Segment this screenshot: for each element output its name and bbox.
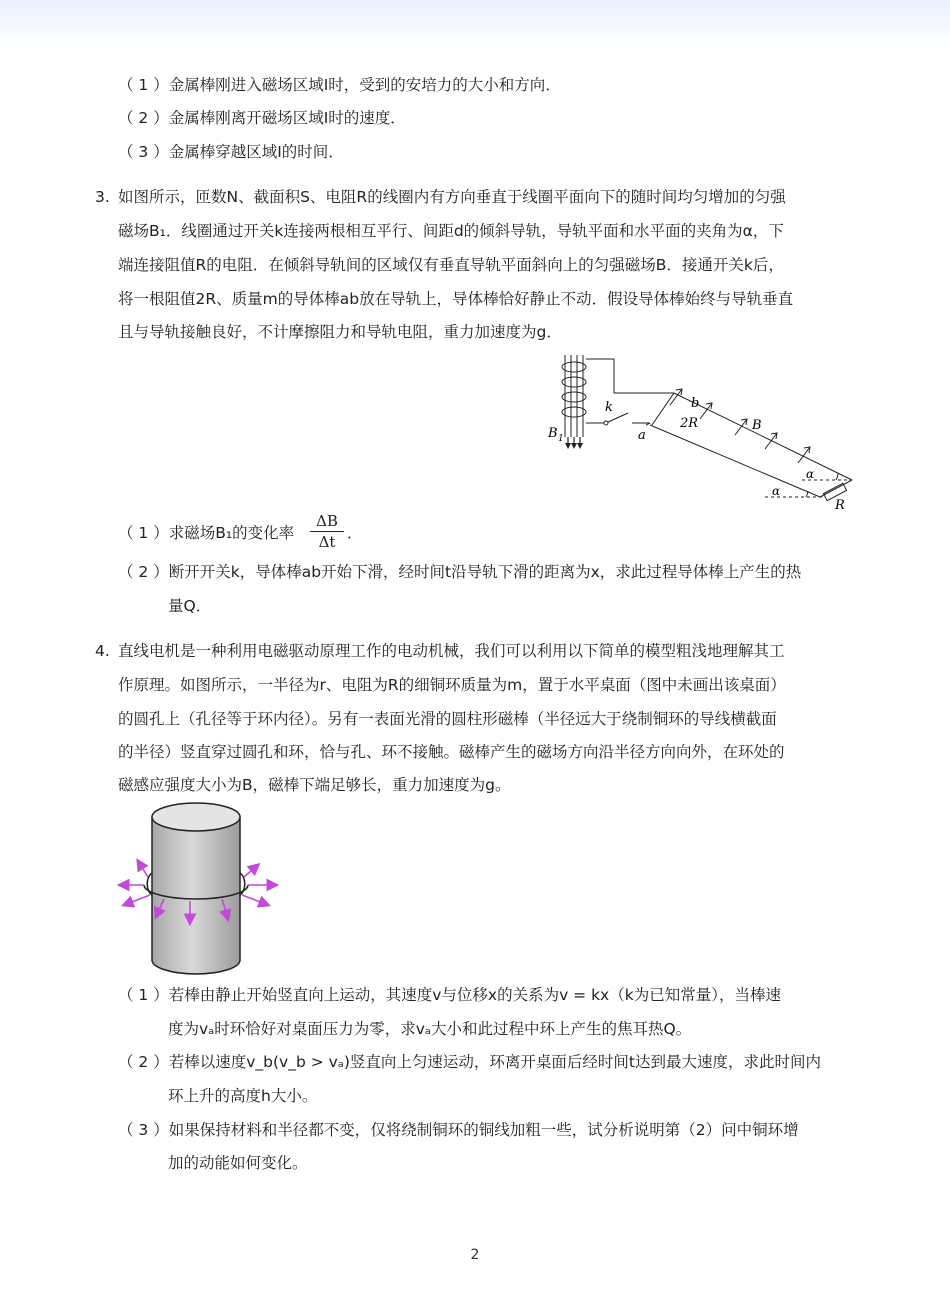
- q3-sub1-fraction: [310, 511, 344, 552]
- page-number: 2: [470, 1247, 480, 1263]
- q3-line-1: 如图所示，匝数N、截面积S、电阻R的线圈内有方向垂直于线圈平面向下的随时间均匀增加的匀强: [118, 188, 786, 206]
- q3-rail-figure: [540, 345, 870, 517]
- q4-line-3: 的圆孔上（孔径等于环内径）。另有一表面光滑的圆柱形磁棒（半径远大于绕制铜环的导线横截面: [118, 710, 777, 728]
- q3-subquestion-1: [118, 523, 294, 543]
- q4-subquestion-1-line-1: （ 1 ）若棒由静止开始竖直向上运动，其速度v与位移x的关系为v = kx（k为已知常量），当棒速: [118, 986, 781, 1004]
- header-band: [0, 0, 950, 48]
- q3-number: 3.: [95, 188, 110, 206]
- q3-fig-label-b1: B: [548, 426, 558, 441]
- q3-sub1-fraction-num: ΔB: [310, 511, 344, 532]
- q3-subquestion-2-line-2: 量Q．: [168, 597, 212, 615]
- q3-sub1-prefix: （ 1 ）求磁场B₁的变化率: [118, 524, 295, 542]
- q3-fig-label-alpha-bottom: α: [772, 484, 781, 498]
- q4-line-4: 的半径）竖直穿过圆孔和环，恰与孔、环不接触。磁棒产生的磁场方向沿半径方向向外，在环处的: [118, 743, 785, 761]
- q4-subquestion-3-line-2: 加的动能如何变化。: [168, 1154, 308, 1172]
- q4-number: 4.: [95, 642, 110, 660]
- prev-subquestion-2: （ 2 ）金属棒刚离开磁场区域Ⅰ时的速度．: [118, 109, 406, 127]
- q3-sub1-fraction-den: Δt: [318, 533, 336, 551]
- q3-fig-label-a: a: [638, 428, 646, 443]
- q4-magnet-figure: [110, 795, 290, 980]
- q3-line-4: 将一根阻值2R、质量m的导体棒ab放在导轨上，导体棒恰好静止不动．假设导体棒始终与导轨垂直: [118, 290, 794, 308]
- q3-fig-label-field-b: B: [752, 418, 762, 433]
- q3-line-2: 磁场B₁．线圈通过开关k连接两根相互平行、间距d的倾斜导轨，导轨平面和水平面的夹角为α，下: [118, 222, 784, 240]
- q3-fig-label-alpha-top: α: [806, 467, 815, 481]
- q3-fig-label-k: k: [605, 400, 613, 415]
- q3-line-3: 端连接阻值R的电阻．在倾斜导轨间的区域仅有垂直导轨平面斜向上的匀强磁场B．接通开关k后，: [118, 256, 784, 274]
- q4-subquestion-2-line-1: （ 2 ）若棒以速度v_b(v_b > vₐ)竖直向上匀速运动，环离开桌面后经时间t达到最大速度，求此时间内: [118, 1053, 821, 1071]
- q3-fig-label-b: b: [691, 396, 700, 411]
- prev-subquestion-3: （ 3 ）金属棒穿越区域Ⅰ的时间．: [118, 143, 344, 161]
- q4-subquestion-3-line-1: （ 3 ）如果保持材料和半径都不变，仅将绕制铜环的铜线加粗一些，试分析说明第（2）问中铜环增: [118, 1121, 799, 1139]
- q3-fig-label-r: R: [835, 498, 845, 513]
- q3-line-5: 且与导轨接触良好，不计摩擦阻力和导轨电阻，重力加速度为g．: [118, 323, 562, 341]
- q4-subquestion-1-line-2: 度为vₐ时环恰好对桌面压力为零，求vₐ大小和此过程中环上产生的焦耳热Q。: [168, 1020, 692, 1038]
- q4-line-5: 磁感应强度大小为B，磁棒下端足够长，重力加速度为g。: [118, 776, 511, 794]
- prev-subquestion-1: （ 1 ）金属棒刚进入磁场区域Ⅰ时，受到的安培力的大小和方向．: [118, 76, 561, 94]
- q4-subquestion-2-line-2: 环上升的高度h大小。: [168, 1087, 318, 1105]
- q3-fig-label-b1-sub: 1: [558, 434, 564, 444]
- q3-subquestion-2-line-1: （ 2 ）断开开关k，导体棒ab开始下滑，经时间t沿导轨下滑的距离为x，求此过程导体棒上产生的热: [118, 563, 802, 581]
- q3-sub1-suffix: ．: [347, 524, 363, 542]
- q3-fig-label-2r: 2R: [680, 416, 699, 431]
- q4-line-1: 直线电机是一种利用电磁驱动原理工作的电动机械，我们可以利用以下简单的模型粗浅地理解其工: [118, 642, 785, 660]
- q4-line-2: 作原理。如图所示，一半径为r、电阻为R的细铜环质量为m，置于水平桌面（图中未画出该桌面）: [118, 676, 786, 694]
